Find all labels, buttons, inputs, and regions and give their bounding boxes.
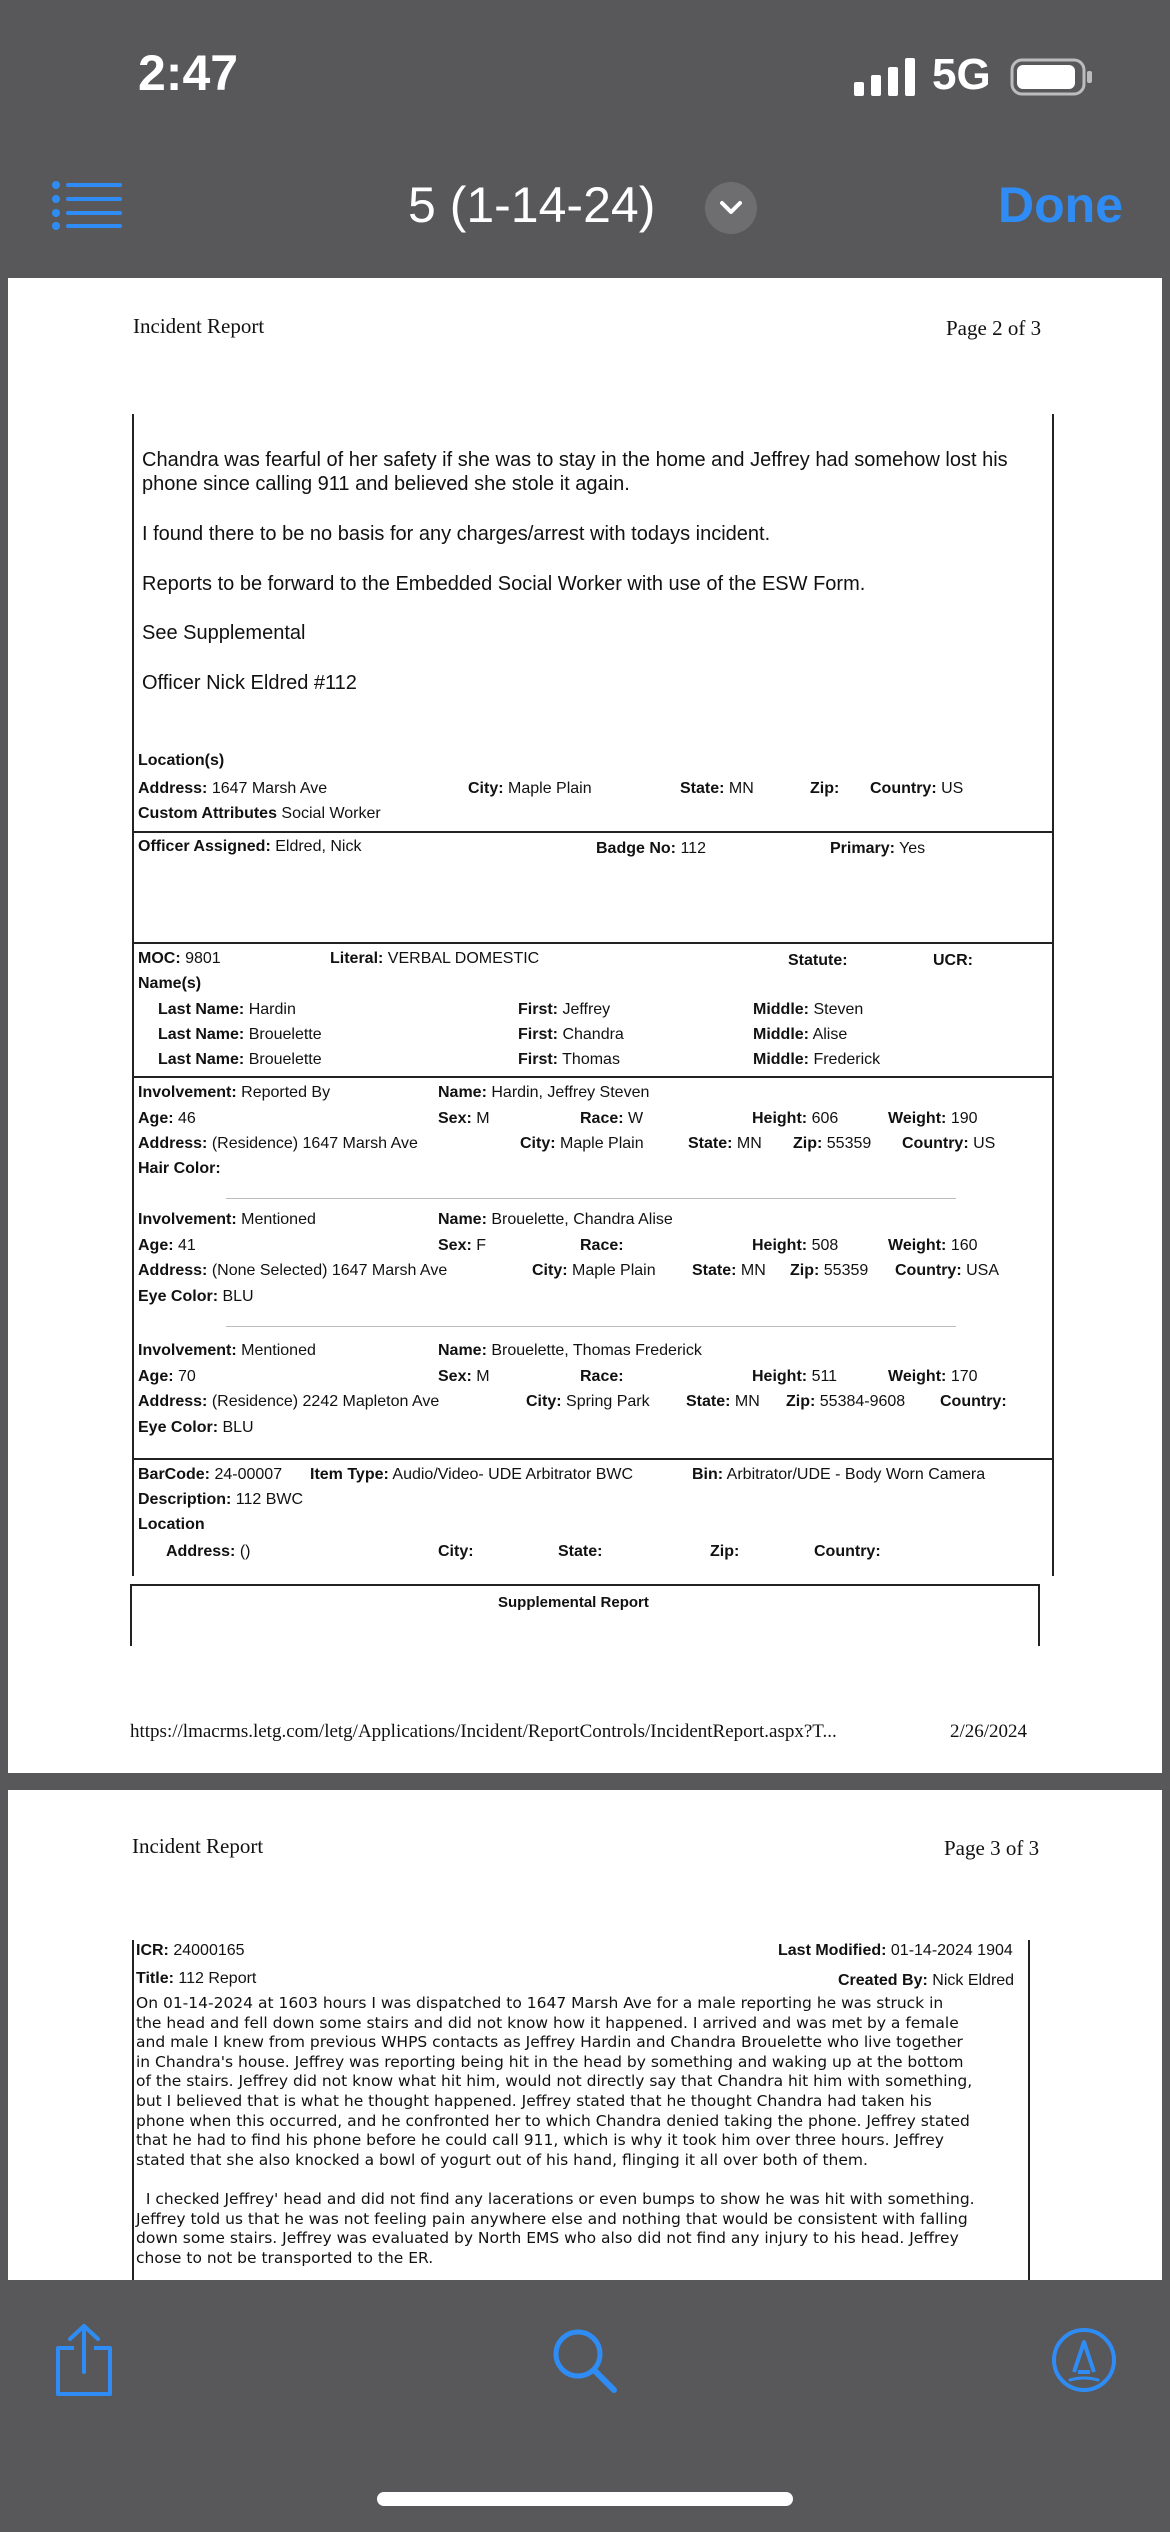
person-zip: Zip: 55359	[790, 1262, 869, 1279]
left-border	[132, 1940, 134, 2280]
narrative-line: phone when this occurred, and he confronted her to which Chandra denied taking the phone. Jeffrey stated	[136, 2111, 970, 2130]
narrative-para-4: See Supplemental	[142, 622, 306, 644]
last-modified: Last Modified: 01-14-2024 1904	[778, 1942, 1013, 1959]
evidence-state: State:	[558, 1543, 603, 1560]
name-last: Last Name: Hardin	[158, 1001, 296, 1018]
narrative-line: the head and fell down some stairs and did not know how it happened. I arrived and was met by a female	[136, 2013, 959, 2032]
narrative-line: and male I knew from previous WHPS contacts as Jeffrey Hardin and Chandra Brouelette who live together	[136, 2033, 963, 2052]
person-involvement: Involvement: Reported By	[138, 1084, 331, 1101]
report-title: Title: 112 Report	[136, 1970, 257, 1987]
name-middle: Middle: Frederick	[753, 1051, 881, 1068]
name-first: First: Jeffrey	[518, 1001, 611, 1018]
person-age: Age: 70	[138, 1368, 196, 1385]
status-time: 2:47	[138, 45, 239, 101]
person-country: Country: USA	[895, 1262, 1000, 1279]
signal-icon	[854, 58, 916, 96]
divider	[132, 1076, 1054, 1078]
narrative-line: I checked Jeffrey' head and did not find any lacerations or even bumps to show he was hit with something.	[136, 2189, 975, 2208]
divider	[132, 942, 1054, 944]
name-first: First: Chandra	[518, 1026, 624, 1043]
person-height: Height: 508	[752, 1237, 839, 1254]
narrative-line	[136, 2170, 1026, 2190]
chevron-down-icon	[705, 182, 757, 234]
name-middle: Middle: Steven	[753, 1001, 864, 1018]
person-name: Name: Brouelette, Chandra Alise	[438, 1211, 673, 1228]
person-race: Race:	[580, 1237, 624, 1254]
statute-label: Statute:	[788, 952, 848, 969]
person-country: Country: US	[902, 1135, 996, 1152]
person-state: State: MN	[692, 1262, 766, 1279]
page-header-title: Incident Report	[132, 1834, 264, 1858]
created-by: Created By: Nick Eldred	[838, 1972, 1015, 1989]
supplemental-title: Supplemental Report	[498, 1594, 649, 1611]
evidence-country: Country:	[814, 1543, 881, 1560]
person-city: City: Spring Park	[526, 1393, 650, 1410]
search-icon[interactable]	[550, 2326, 620, 2396]
person-age: Age: 41	[138, 1237, 196, 1254]
battery-icon	[1010, 58, 1094, 96]
done-button[interactable]: Done	[998, 177, 1123, 233]
evidence-description: Description: 112 BWC	[138, 1491, 304, 1508]
moc-literal: Literal: VERBAL DOMESTIC	[330, 950, 540, 967]
person-zip: Zip: 55384-9608	[786, 1393, 906, 1410]
person-zip: Zip: 55359	[793, 1135, 872, 1152]
divider	[226, 1326, 956, 1327]
divider	[132, 1458, 1054, 1460]
narrative-para-2: I found there to be no basis for any charges/arrest with todays incident.	[142, 523, 771, 545]
person-eye-color: Eye Color: BLU	[138, 1288, 254, 1305]
share-icon[interactable]	[52, 2322, 116, 2398]
person-eye-color: Eye Color: BLU	[138, 1419, 254, 1436]
narrative-line: but I believed that is what he thought happened. Jeffrey stated that he thought Chandra had taken his	[136, 2091, 932, 2110]
badge-number: Badge No: 112	[596, 840, 706, 857]
evidence-city: City:	[438, 1543, 474, 1560]
list-icon[interactable]	[52, 180, 122, 230]
document-page-2	[8, 278, 1162, 1773]
report-narrative	[136, 1994, 1026, 2268]
person-hair-color: Hair Color:	[138, 1160, 221, 1177]
person-sex: Sex: M	[438, 1368, 490, 1385]
person-city: City: Maple Plain	[532, 1262, 656, 1279]
person-involvement: Involvement: Mentioned	[138, 1211, 316, 1228]
location-country: Country: US	[870, 780, 964, 797]
person-country: Country:	[940, 1393, 1007, 1410]
narrative-line: On 01-14-2024 at 1603 hours I was dispatched to 1647 Marsh Ave for a male reporting he was struck in	[136, 1994, 944, 2012]
divider	[132, 831, 1054, 833]
person-sex: Sex: F	[438, 1237, 487, 1254]
evidence-item-type: Item Type: Audio/Video- UDE Arbitrator BWC	[310, 1466, 634, 1483]
person-address: Address: (Residence) 1647 Marsh Ave	[138, 1135, 418, 1152]
document-title[interactable]: 5 (1-14-24)	[408, 177, 656, 233]
home-indicator[interactable]	[377, 2492, 793, 2506]
person-involvement: Involvement: Mentioned	[138, 1342, 316, 1359]
narrative-line: down some stairs. Jeffrey was evaluated by North EMS who also did not find any injury to his head. Jeffrey	[136, 2229, 959, 2248]
name-last: Last Name: Brouelette	[158, 1051, 322, 1068]
person-height: Height: 511	[752, 1368, 838, 1385]
person-weight: Weight: 170	[888, 1368, 978, 1385]
person-sex: Sex: M	[438, 1110, 490, 1127]
person-state: State: MN	[686, 1393, 760, 1410]
location-zip: Zip:	[810, 780, 840, 797]
custom-attributes: Custom Attributes Social Worker	[138, 805, 381, 822]
status-bar	[0, 0, 1170, 150]
person-state: State: MN	[688, 1135, 762, 1152]
evidence-bin: Bin: Arbitrator/UDE - Body Worn Camera	[692, 1466, 986, 1483]
person-race: Race:	[580, 1368, 624, 1385]
document-page-3	[8, 1790, 1162, 2280]
ucr-label: UCR:	[933, 952, 973, 969]
right-border	[1028, 1940, 1030, 2280]
person-weight: Weight: 190	[888, 1110, 978, 1127]
narrative-line: in Chandra's house. Jeffrey was reporting being hit in the head by something and waking up at the bottom	[136, 2052, 964, 2071]
location-heading: Location(s)	[138, 752, 225, 769]
person-address: Address: (None Selected) 1647 Marsh Ave	[138, 1262, 448, 1279]
location-address: Address: 1647 Marsh Ave	[138, 780, 328, 797]
location-city: City: Maple Plain	[468, 780, 592, 797]
narrative-line: that he had to find his phone before he could call 911, which is why it took him over three hours. Jeffrey	[136, 2131, 944, 2150]
person-name: Name: Hardin, Jeffrey Steven	[438, 1084, 650, 1101]
primary-flag: Primary: Yes	[830, 840, 926, 857]
page-number: Page 3 of 3	[944, 1836, 1040, 1860]
names-heading: Name(s)	[138, 975, 202, 992]
narrative-para-3: Reports to be forward to the Embedded Social Worker with use of the ESW Form.	[142, 573, 866, 595]
person-weight: Weight: 160	[888, 1237, 978, 1254]
evidence-zip: Zip:	[710, 1543, 740, 1560]
person-address: Address: (Residence) 2242 Mapleton Ave	[138, 1393, 440, 1410]
network-type: 5G	[932, 50, 991, 99]
icr-number: ICR: 24000165	[136, 1942, 245, 1959]
page-number: Page 2 of 3	[946, 316, 1042, 340]
divider	[226, 1198, 956, 1199]
moc-code: MOC: 9801	[138, 950, 221, 967]
narrative-line: of the stairs. Jeffrey did not know what hit him, would not directly say that Chandra hit him with something,	[136, 2072, 973, 2091]
narrative-para-1: Chandra was fearful of her safety if she was to stay in the home and Jeffrey had somehow lost his phone since calling 911 and believed she stole it again.	[142, 449, 1008, 495]
location-state: State: MN	[680, 780, 754, 797]
evidence-barcode: BarCode: 24-00007	[138, 1466, 283, 1483]
person-name: Name: Brouelette, Thomas Frederick	[438, 1342, 702, 1359]
person-age: Age: 46	[138, 1110, 196, 1127]
narrative-para-5: Officer Nick Eldred #112	[142, 672, 357, 694]
person-height: Height: 606	[752, 1110, 839, 1127]
narrative-line: stated that she also knocked a bowl of yogurt out of his hand, flinging it all over both of them.	[136, 2150, 868, 2169]
person-city: City: Maple Plain	[520, 1135, 644, 1152]
evidence-location: Location	[138, 1516, 205, 1533]
narrative-line: chose to not be transported to the ER.	[136, 2248, 434, 2267]
title-menu-button[interactable]	[705, 182, 757, 234]
page-header-title: Incident Report	[133, 314, 265, 338]
markup-icon[interactable]	[1050, 2326, 1118, 2394]
evidence-address: Address: ()	[166, 1543, 251, 1560]
officer-assigned: Officer Assigned: Eldred, Nick	[138, 838, 362, 855]
name-last: Last Name: Brouelette	[158, 1026, 322, 1043]
person-race: Race: W	[580, 1110, 644, 1127]
name-middle: Middle: Alise	[753, 1026, 848, 1043]
name-first: First: Thomas	[518, 1051, 620, 1068]
footer-date: 2/26/2024	[950, 1721, 1028, 1742]
footer-url[interactable]: https://lmacrms.letg.com/letg/Applications/Incident/ReportControls/IncidentReport.aspx?T...	[130, 1721, 837, 1742]
narrative-line: Jeffrey told us that he was not feeling pain anywhere else and nothing that would be consistent with falling	[136, 2209, 968, 2228]
